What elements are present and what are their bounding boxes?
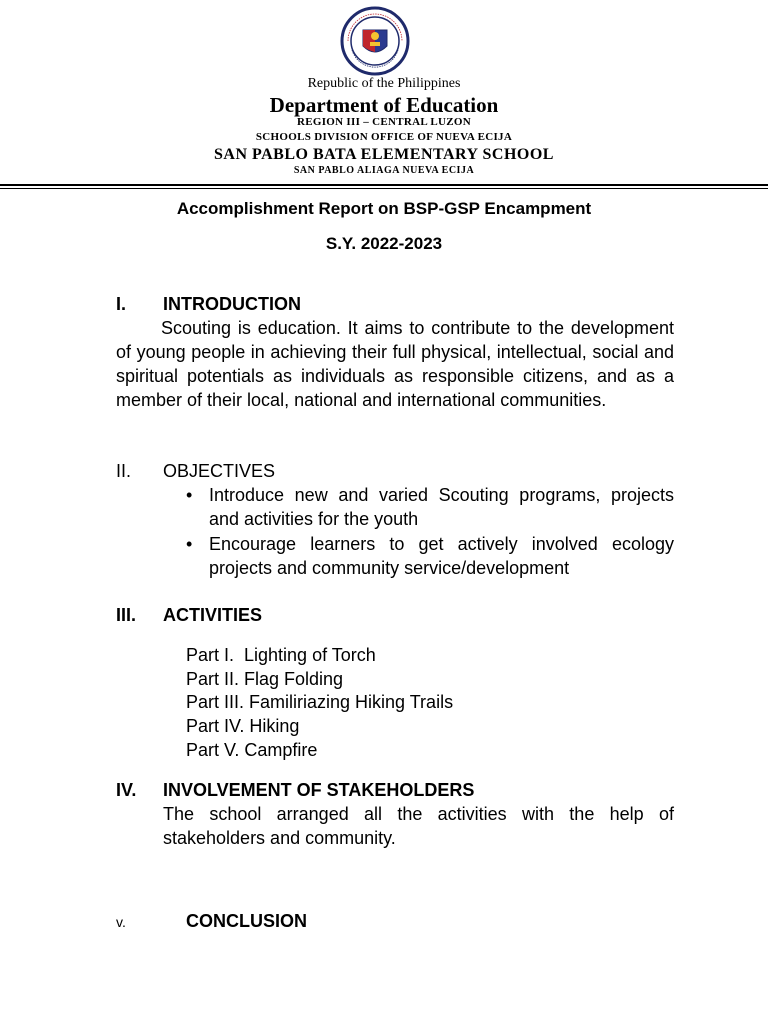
activity-item: Part II. Flag Folding <box>186 669 344 689</box>
header-divider <box>0 184 768 186</box>
activity-item: Part III. Familiriazing Hiking Trails <box>186 692 454 712</box>
section-number-intro: I. <box>116 294 127 314</box>
bullet-icon: • <box>186 485 193 505</box>
deped-seal-logo <box>334 6 416 76</box>
section-number-conclusion: v. <box>116 914 126 930</box>
header-divider-thin <box>0 188 768 189</box>
section-heading-activities: ACTIVITIES <box>163 605 263 625</box>
activity-item: Part V. Campfire <box>186 740 318 760</box>
school-name: SAN PABLO BATA ELEMENTARY SCHOOL <box>214 146 554 163</box>
objective-item: Encourage learners to get actively involved ecology projects and community service/development <box>209 534 674 578</box>
school-year: S.Y. 2022-2023 <box>325 234 443 253</box>
intro-paragraph: Scouting is education. It aims to contribute to the development of young people in achieving their full physical, intellectual, social and spiritual potentials as individuals as responsible citizens, and as a member of their local, national and international communities. <box>116 318 674 410</box>
report-title: Accomplishment Report on BSP-GSP Encampment <box>176 199 592 218</box>
republic-line: Republic of the Philippines <box>307 76 461 91</box>
section-number-stakeholders: IV. <box>116 780 137 800</box>
region-line: REGION III – CENTRAL LUZON <box>296 116 472 128</box>
stakeholders-paragraph: The school arranged all the activities with the help of stakeholders and community. <box>163 804 674 848</box>
section-heading-conclusion: CONCLUSION <box>186 911 307 931</box>
activity-item: Part I. Lighting of Torch <box>186 645 376 665</box>
section-heading-objectives: OBJECTIVES <box>163 461 276 481</box>
section-heading-stakeholders: INVOLVEMENT OF STAKEHOLDERS <box>163 780 475 800</box>
bullet-icon: • <box>186 534 193 554</box>
section-heading-intro: INTRODUCTION <box>163 294 301 314</box>
division-line: SCHOOLS DIVISION OFFICE OF NUEVA ECIJA <box>255 131 513 143</box>
section-number-objectives: II. <box>116 461 132 481</box>
section-number-activities: III. <box>116 605 137 625</box>
department-title: Department of Education <box>269 93 499 117</box>
activity-item: Part IV. Hiking <box>186 716 300 736</box>
school-address: SAN PABLO ALIAGA NUEVA ECIJA <box>293 165 475 176</box>
objective-item: Introduce new and varied Scouting programs, projects and activities for the youth <box>209 485 674 529</box>
